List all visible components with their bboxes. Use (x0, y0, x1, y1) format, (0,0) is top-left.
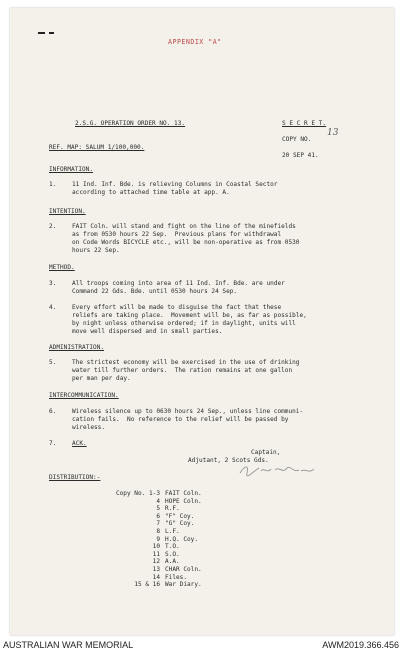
distribution-recipient: Files. (165, 573, 188, 581)
handwritten-signature (237, 462, 317, 478)
para-line: Wireless silence up to 0630 hours 24 Sep., unless line communi- (72, 408, 304, 415)
distribution-recipient: War Diary. (165, 581, 202, 589)
para-line: All troops coming into area of 11 Ind. Inf. Bde. are under (72, 280, 285, 287)
ack-line: ACK. (72, 440, 87, 447)
para-number: 4. (49, 304, 57, 311)
distribution-recipient: S.O. (165, 550, 180, 558)
signature-rank: Captain, (251, 449, 281, 456)
distribution-copy-number: 12 (152, 558, 160, 566)
para-line: The strictest economy will be exercised in the use of drinking (72, 359, 300, 366)
para-line: water till further orders. The ration remains at one gallon (72, 367, 293, 374)
distribution-recipient: A.A. (165, 558, 180, 566)
footer-accession-number: AWM2019.366.456 (322, 640, 399, 650)
secret-marking: S E C R E T. (282, 120, 327, 127)
order-title: 2.S.G. OPERATION ORDER NO. 13. (75, 120, 186, 127)
distribution-copy-number: 15 & 16 (134, 581, 160, 589)
distribution-copy-number: Copy No. 1-3 (115, 490, 160, 497)
heading-method: METHOD. (49, 264, 75, 271)
distribution-copy-number: 11 (152, 550, 160, 558)
distribution-copy-number: 6 (156, 512, 160, 520)
para-line: FAIT Coln. will stand and fight on the line of the minefields (72, 223, 296, 230)
distribution-copy-number: 9 (156, 535, 160, 543)
para-number: 2. (49, 223, 57, 230)
para-number: 3. (49, 280, 57, 287)
distribution-recipient: L.F. (165, 528, 180, 535)
punch-mark (49, 32, 54, 34)
heading-intention: INTENTION. (49, 208, 86, 215)
heading-administration: ADMINISTRATION. (49, 344, 105, 351)
distribution-recipient: "G" Coy. (165, 520, 195, 528)
para-line: as from 0530 hours 22 Sep. Previous plans for withdrawal (72, 231, 282, 238)
distribution-copy-number: 4 (156, 497, 160, 505)
distribution-recipient: T.O. (165, 543, 180, 551)
distribution-copy-number: 7 (156, 520, 160, 528)
para-line: by night unless otherwise ordered; if in daylight, units will (72, 320, 296, 327)
para-number: 6. (49, 408, 57, 415)
distribution-recipient: HOPE Coln. (165, 497, 202, 505)
para-line: hours 22 Sep. (72, 247, 120, 254)
para-line: cation fails. No reference to the relief will be passed by (72, 416, 289, 423)
para-line: on Code Words BICYCLE etc., will be non-operative as from 0530 (72, 239, 300, 246)
copy-label: COPY NO. (282, 136, 312, 143)
distribution-copy-number: 10 (152, 543, 160, 551)
distribution-recipient: FAIT Coln. (165, 490, 202, 497)
distribution-copy-number: 8 (156, 528, 160, 535)
distribution-heading: DISTRIBUTION:- (49, 474, 101, 481)
para-line: move well dispersed and in small parties. (72, 328, 223, 335)
distribution-recipient: "F" Coy. (165, 512, 195, 520)
appendix-stamp: APPENDIX "A" (168, 38, 222, 46)
copy-number: 13 (327, 128, 339, 138)
distribution-recipient: H.Q. Coy. (165, 535, 199, 543)
para-line: according to attached time table at app. A. (72, 189, 230, 196)
reference-map: REF. MAP: SALUM 1/100,000. (49, 144, 145, 151)
distribution-recipient: R.F. (165, 505, 180, 513)
distribution-copy-number: 5 (156, 505, 160, 513)
order-date: 20 SEP 41. (282, 152, 319, 159)
punch-mark (38, 32, 45, 34)
footer-bar (0, 638, 403, 653)
footer-institution: AUSTRALIAN WAR MEMORIAL (3, 640, 134, 650)
para-line: Every effort will be made to disguise the fact that these (72, 304, 282, 311)
para-line: reliefs are taking place. Movement will be, as far as possible, (72, 312, 307, 319)
para-line: per man per day. (72, 375, 131, 382)
para-number: 7. (49, 440, 57, 447)
para-line: 11 Ind. Inf. Bde. is relieving Columns in Coastal Sector (72, 181, 278, 188)
heading-information: INFORMATION. (49, 166, 94, 173)
distribution-copy-number: 14 (152, 573, 160, 581)
para-line: Command 22 Gds. Bde. until 0530 hours 24 Sep. (72, 288, 238, 295)
distribution-recipient: CHAR Coln. (165, 566, 202, 573)
para-number: 5. (49, 359, 57, 366)
para-line: wireless. (72, 424, 106, 431)
document-page (10, 8, 394, 635)
para-number: 1. (49, 181, 57, 188)
heading-intercommunication: INTERCOMMUNICATION. (49, 392, 119, 399)
distribution-copy-number: 13 (152, 566, 160, 573)
signature-appointment: Adjutant, 2 Scots Gds. (188, 457, 269, 464)
